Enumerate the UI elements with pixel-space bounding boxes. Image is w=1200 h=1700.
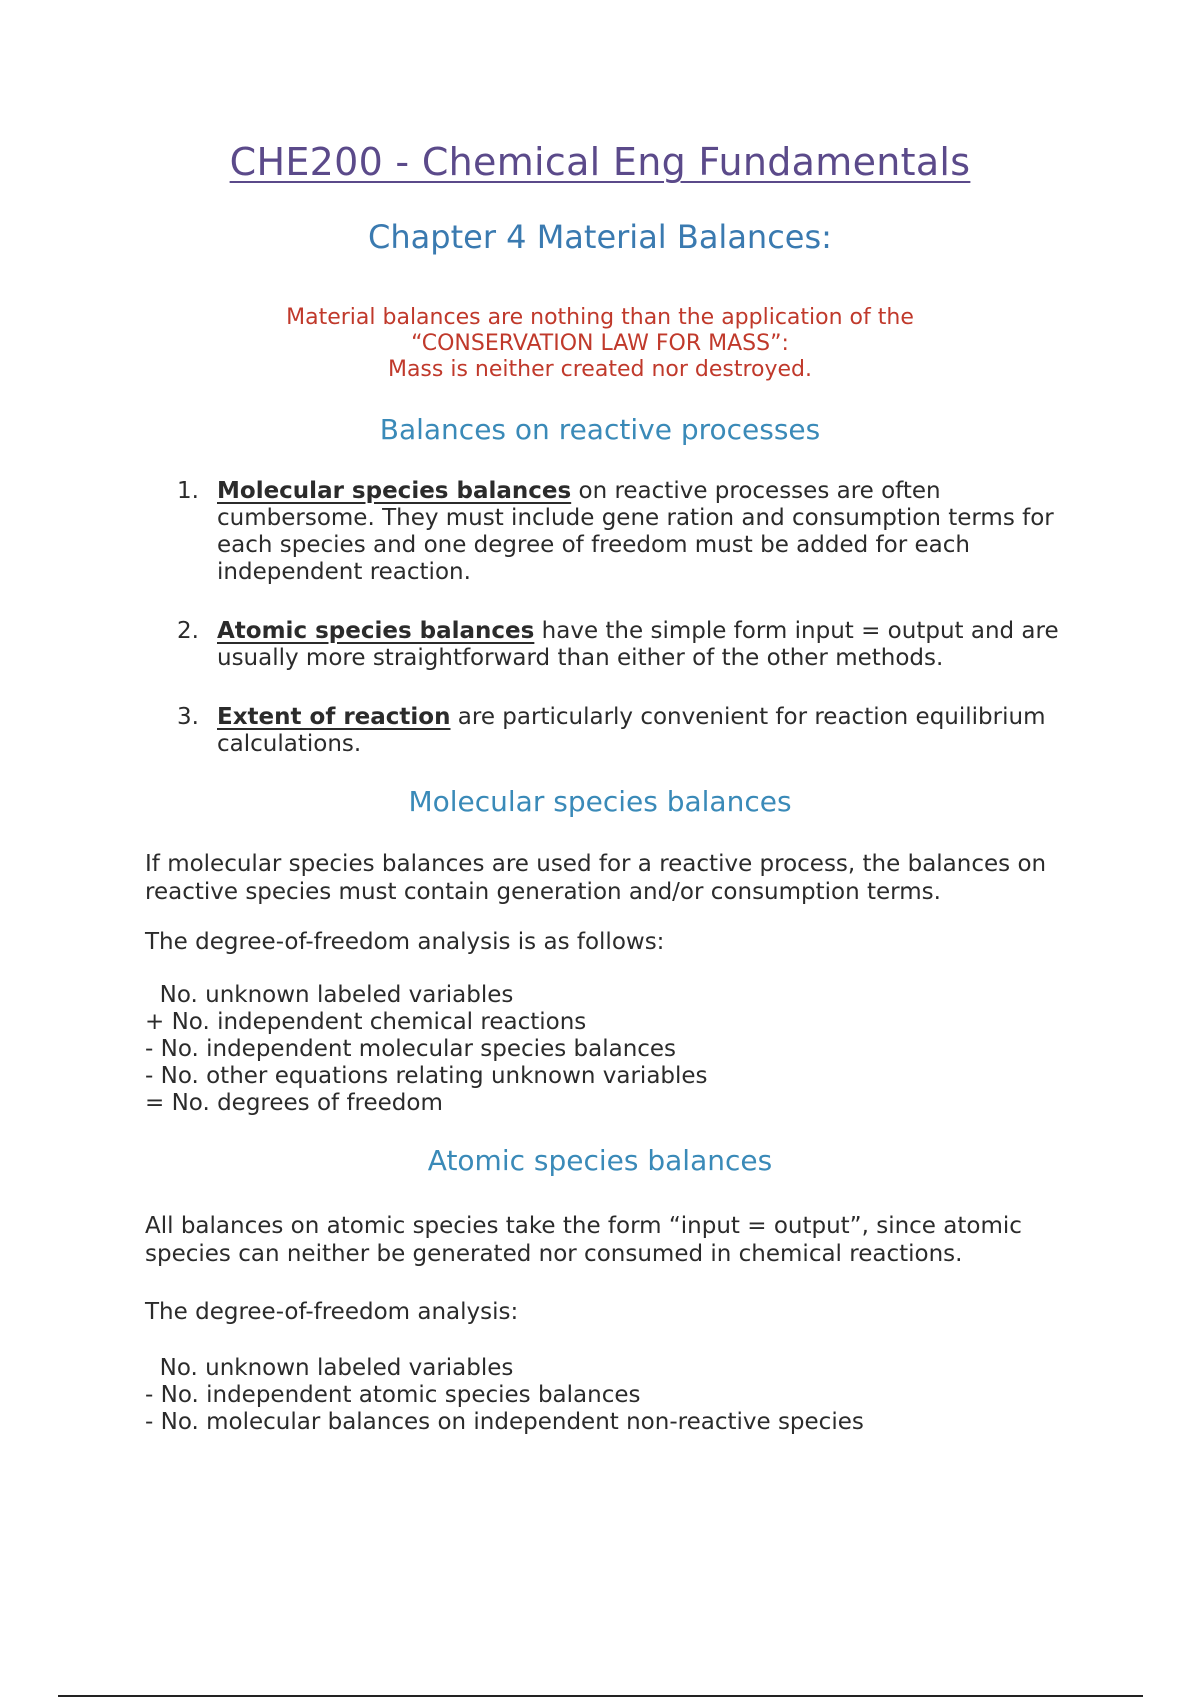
list-description: on reactive processes are often cumbersome. They must include gene ration and consumption terms for each species and one degree of freedom must be added for each independent reaction. xyxy=(217,478,1054,585)
section-heading-molecular: Molecular species balances xyxy=(408,785,792,818)
dof-row: - No. independent molecular species balances xyxy=(145,1036,677,1062)
chapter-heading: Chapter 4 Material Balances: xyxy=(368,218,832,256)
list-term: Extent of reaction xyxy=(217,704,451,730)
list-number: 3. xyxy=(177,704,199,730)
list-text xyxy=(217,618,1097,672)
intro-line-2: “CONSERVATION LAW FOR MASS”: xyxy=(411,331,789,356)
intro-callout xyxy=(0,305,1200,383)
list-term: Molecular species balances xyxy=(217,478,572,504)
list-description: have the simple form input = output and are usually more straightforward than either of the other methods. xyxy=(217,618,1059,671)
dof-row: - No. independent atomic species balances xyxy=(145,1382,641,1408)
list-text xyxy=(217,478,1097,586)
molecular-dof-intro: The degree-of-freedom analysis is as follows: xyxy=(145,929,665,955)
molecular-dof-list xyxy=(145,982,1095,1117)
atomic-dof-intro: The degree-of-freedom analysis: xyxy=(145,1299,519,1325)
dof-row: + No. independent chemical reactions xyxy=(145,1009,587,1035)
list-text xyxy=(217,704,1097,758)
dof-row: = No. degrees of freedom xyxy=(145,1090,443,1116)
atomic-paragraph: All balances on atomic species take the form “input = output”, since atomic species can neither be generated nor consumed in chemical reactions. xyxy=(145,1213,1022,1267)
list-number: 1. xyxy=(177,478,199,504)
intro-line-3: Mass is neither created nor destroyed. xyxy=(387,357,813,382)
dof-row: - No. other equations relating unknown variables xyxy=(145,1063,708,1089)
section-heading-reactive: Balances on reactive processes xyxy=(379,413,821,446)
list-number: 2. xyxy=(177,618,199,644)
list-description: are particularly convenient for reaction equilibrium calculations. xyxy=(217,704,1046,757)
atomic-dof-list xyxy=(145,1355,1095,1436)
dof-row: No. unknown labeled variables xyxy=(145,1355,514,1381)
section-heading-atomic: Atomic species balances xyxy=(427,1144,773,1177)
dof-row: No. unknown labeled variables xyxy=(145,982,514,1008)
page-title: CHE200 - Chemical Eng Fundamentals xyxy=(229,140,971,184)
dof-row: - No. molecular balances on independent non-reactive species xyxy=(145,1409,864,1435)
molecular-paragraph: If molecular species balances are used for a reactive process, the balances on reactive species must contain generation and/or consumption terms. xyxy=(145,851,1047,905)
list-term: Atomic species balances xyxy=(217,618,535,644)
intro-line-1: Material balances are nothing than the application of the xyxy=(286,305,914,330)
bottom-divider xyxy=(58,1695,1143,1697)
